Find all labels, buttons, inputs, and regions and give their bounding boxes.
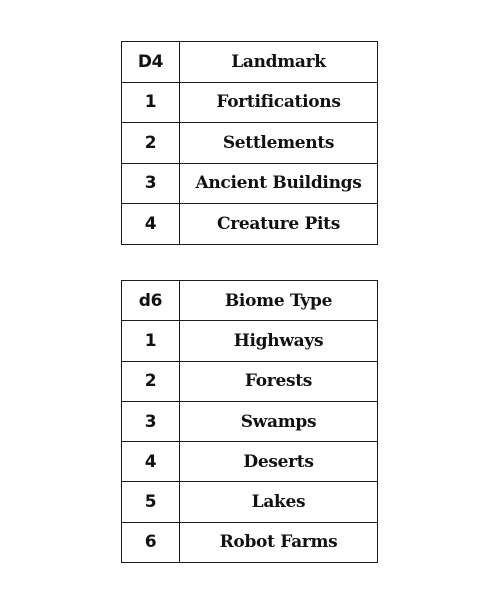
landmark-table <box>121 41 378 245</box>
roll-cell: 4 <box>122 442 180 482</box>
result-cell: Lakes <box>180 482 378 522</box>
result-cell: Deserts <box>180 442 378 482</box>
result-cell: Robot Farms <box>180 522 378 562</box>
roll-cell: 2 <box>122 361 180 401</box>
roll-cell: 1 <box>122 321 180 361</box>
result-cell: Swamps <box>180 401 378 441</box>
table-row <box>122 401 378 441</box>
result-cell: Creature Pits <box>180 204 378 245</box>
table-header-row <box>122 42 378 83</box>
result-header: Landmark <box>180 42 378 83</box>
table-row <box>122 82 378 123</box>
table-row <box>122 482 378 522</box>
table-row <box>122 522 378 562</box>
table-row <box>122 442 378 482</box>
result-header: Biome Type <box>180 281 378 321</box>
table-row <box>122 361 378 401</box>
table-row <box>122 204 378 245</box>
roll-cell: 4 <box>122 204 180 245</box>
roll-cell: 5 <box>122 482 180 522</box>
table-row <box>122 321 378 361</box>
result-cell: Settlements <box>180 123 378 164</box>
result-cell: Ancient Buildings <box>180 163 378 204</box>
result-cell: Fortifications <box>180 82 378 123</box>
roll-cell: 1 <box>122 82 180 123</box>
result-cell: Highways <box>180 321 378 361</box>
die-header: d6 <box>122 281 180 321</box>
table-row <box>122 163 378 204</box>
result-cell: Forests <box>180 361 378 401</box>
roll-cell: 3 <box>122 163 180 204</box>
biome-table <box>121 280 378 563</box>
table-header-row <box>122 281 378 321</box>
roll-cell: 6 <box>122 522 180 562</box>
table-row <box>122 123 378 164</box>
die-header: D4 <box>122 42 180 83</box>
roll-cell: 3 <box>122 401 180 441</box>
roll-cell: 2 <box>122 123 180 164</box>
